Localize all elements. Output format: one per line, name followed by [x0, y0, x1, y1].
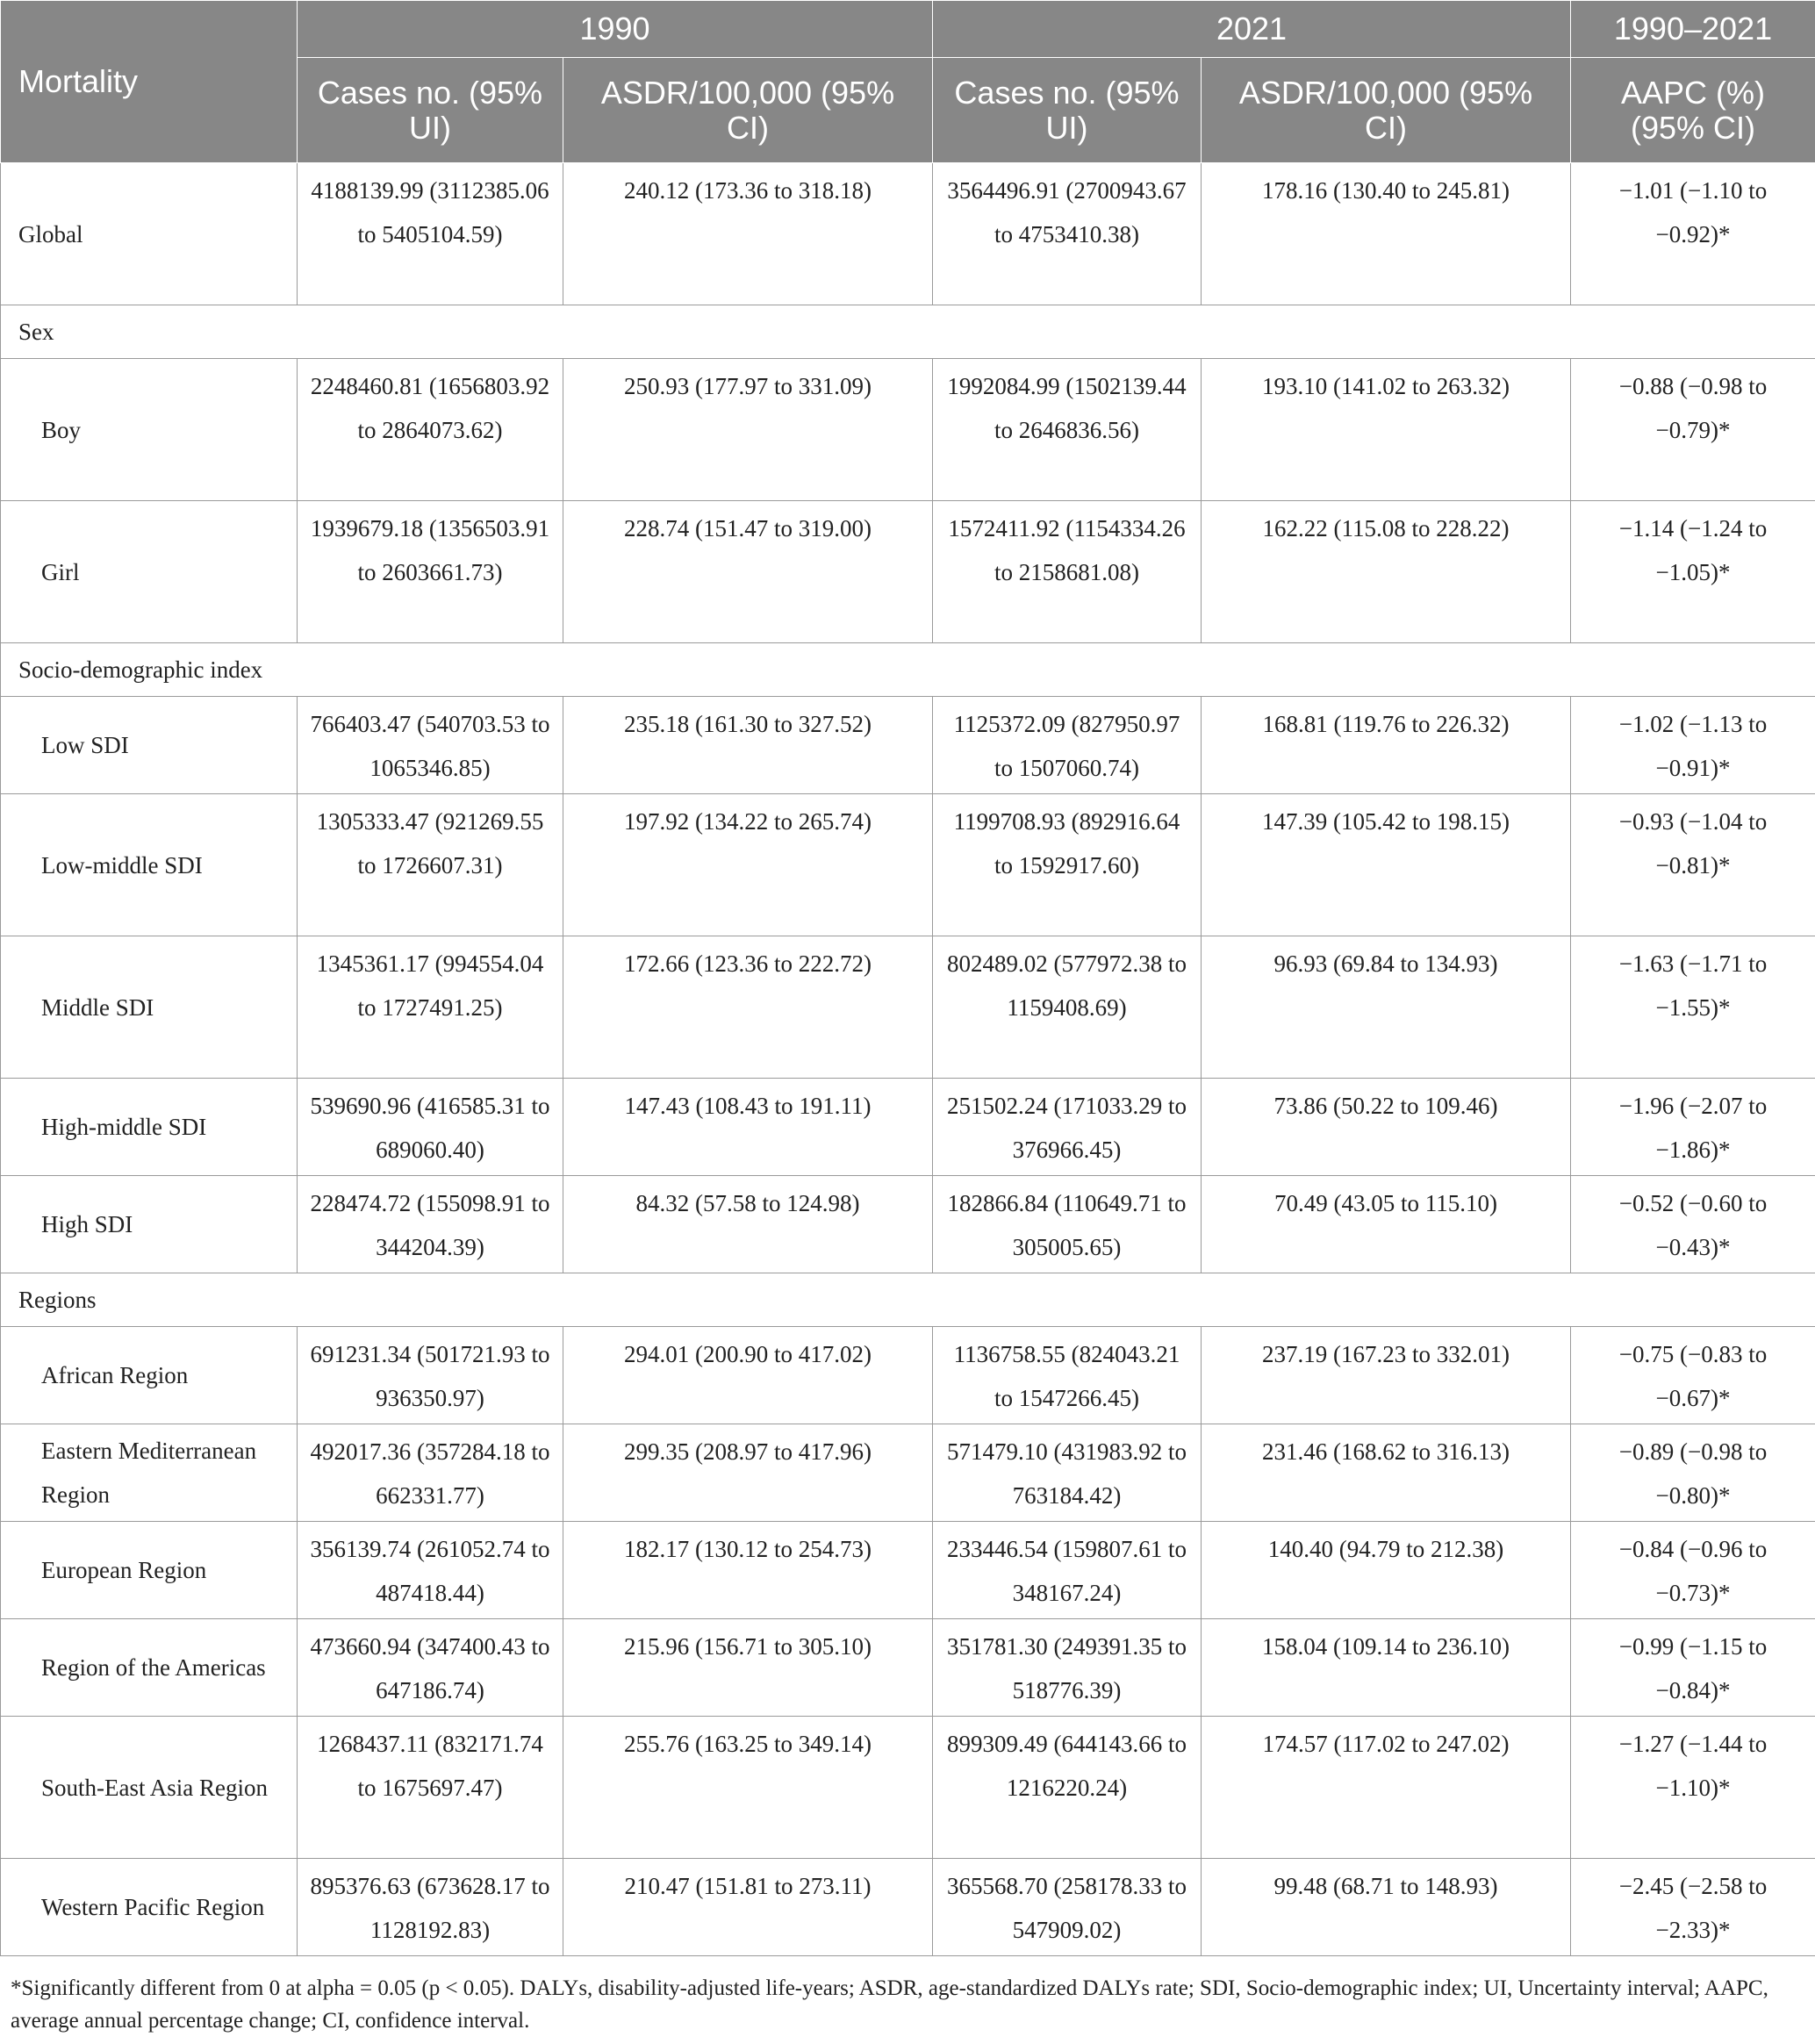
table-row [1, 359, 1815, 501]
cell-cases-1990: 1305333.47 (921269.55 to 1726607.31) [298, 794, 563, 936]
header-period: 1990–2021 [1571, 1, 1815, 58]
cell-aapc: −1.02 (−1.13 to −0.91)* [1571, 697, 1815, 794]
cell-asdr-2021: 231.46 (168.62 to 316.13) [1202, 1424, 1571, 1522]
header-year-1990: 1990 [298, 1, 933, 58]
cell-aapc: −2.45 (−2.58 to −2.33)* [1571, 1859, 1815, 1956]
cell-cases-2021: 3564496.91 (2700943.67 to 4753410.38) [933, 163, 1202, 305]
cell-cases-1990: 2248460.81 (1656803.92 to 2864073.62) [298, 359, 563, 501]
cell-cases-2021: 899309.49 (644143.66 to 1216220.24) [933, 1717, 1202, 1859]
cell-cases-1990: 766403.47 (540703.53 to 1065346.85) [298, 697, 563, 794]
row-label: Low SDI [1, 697, 298, 794]
header-row-years [1, 1, 1815, 58]
header-asdr-1990: ASDR/100,000 (95% CI) [563, 58, 933, 163]
cell-cases-2021: 1199708.93 (892916.64 to 1592917.60) [933, 794, 1202, 936]
header-cases-1990: Cases no. (95% UI) [298, 58, 563, 163]
cell-cases-2021: 802489.02 (577972.38 to 1159408.69) [933, 936, 1202, 1079]
cell-asdr-1990: 172.66 (123.36 to 222.72) [563, 936, 933, 1079]
header-year-2021: 2021 [933, 1, 1571, 58]
row-label: African Region [1, 1327, 298, 1424]
row-label: High SDI [1, 1176, 298, 1273]
cell-asdr-1990: 147.43 (108.43 to 191.11) [563, 1079, 933, 1176]
table-row [1, 1424, 1815, 1522]
cell-cases-1990: 228474.72 (155098.91 to 344204.39) [298, 1176, 563, 1273]
cell-cases-2021: 1992084.99 (1502139.44 to 2646836.56) [933, 359, 1202, 501]
cell-cases-2021: 365568.70 (258178.33 to 547909.02) [933, 1859, 1202, 1956]
cell-aapc: −0.84 (−0.96 to −0.73)* [1571, 1522, 1815, 1619]
cell-aapc: −1.14 (−1.24 to −1.05)* [1571, 501, 1815, 643]
section-label-sdi: Socio-demographic index [1, 643, 1815, 697]
cell-asdr-2021: 99.48 (68.71 to 148.93) [1202, 1859, 1571, 1956]
cell-aapc: −1.63 (−1.71 to −1.55)* [1571, 936, 1815, 1079]
cell-asdr-2021: 193.10 (141.02 to 263.32) [1202, 359, 1571, 501]
table-row [1, 1522, 1815, 1619]
cell-asdr-1990: 197.92 (134.22 to 265.74) [563, 794, 933, 936]
row-label: Low-middle SDI [1, 794, 298, 936]
table-row [1, 163, 1815, 305]
cell-aapc: −0.88 (−0.98 to −0.79)* [1571, 359, 1815, 501]
cell-asdr-1990: 228.74 (151.47 to 319.00) [563, 501, 933, 643]
row-label: High-middle SDI [1, 1079, 298, 1176]
cell-cases-2021: 233446.54 (159807.61 to 348167.24) [933, 1522, 1202, 1619]
section-row [1, 643, 1815, 697]
cell-cases-1990: 1939679.18 (1356503.91 to 2603661.73) [298, 501, 563, 643]
cell-asdr-1990: 84.32 (57.58 to 124.98) [563, 1176, 933, 1273]
cell-asdr-2021: 178.16 (130.40 to 245.81) [1202, 163, 1571, 305]
cell-asdr-2021: 147.39 (105.42 to 198.15) [1202, 794, 1571, 936]
section-label-sex: Sex [1, 305, 1815, 359]
cell-cases-2021: 571479.10 (431983.92 to 763184.42) [933, 1424, 1202, 1522]
row-label: Boy [1, 359, 298, 501]
cell-aapc: −0.93 (−1.04 to −0.81)* [1571, 794, 1815, 936]
cell-asdr-1990: 294.01 (200.90 to 417.02) [563, 1327, 933, 1424]
section-row [1, 1273, 1815, 1327]
table-row [1, 1079, 1815, 1176]
cell-aapc: −0.75 (−0.83 to −0.67)* [1571, 1327, 1815, 1424]
cell-asdr-2021: 237.19 (167.23 to 332.01) [1202, 1327, 1571, 1424]
cell-cases-1990: 473660.94 (347400.43 to 647186.74) [298, 1619, 563, 1717]
cell-cases-1990: 356139.74 (261052.74 to 487418.44) [298, 1522, 563, 1619]
cell-asdr-2021: 140.40 (94.79 to 212.38) [1202, 1522, 1571, 1619]
cell-asdr-2021: 70.49 (43.05 to 115.10) [1202, 1176, 1571, 1273]
cell-aapc: −1.27 (−1.44 to −1.10)* [1571, 1717, 1815, 1859]
cell-asdr-2021: 96.93 (69.84 to 134.93) [1202, 936, 1571, 1079]
cell-asdr-1990: 215.96 (156.71 to 305.10) [563, 1619, 933, 1717]
cell-aapc: −0.99 (−1.15 to −0.84)* [1571, 1619, 1815, 1717]
header-cases-2021: Cases no. (95% UI) [933, 58, 1202, 163]
row-label: Western Pacific Region [1, 1859, 298, 1956]
cell-cases-1990: 895376.63 (673628.17 to 1128192.83) [298, 1859, 563, 1956]
row-label: South-East Asia Region [1, 1717, 298, 1859]
cell-asdr-1990: 240.12 (173.36 to 318.18) [563, 163, 933, 305]
row-label: Girl [1, 501, 298, 643]
cell-asdr-1990: 210.47 (151.81 to 273.11) [563, 1859, 933, 1956]
cell-cases-1990: 1345361.17 (994554.04 to 1727491.25) [298, 936, 563, 1079]
cell-cases-1990: 691231.34 (501721.93 to 936350.97) [298, 1327, 563, 1424]
row-label: European Region [1, 1522, 298, 1619]
cell-cases-1990: 4188139.99 (3112385.06 to 5405104.59) [298, 163, 563, 305]
table-row [1, 1859, 1815, 1956]
cell-asdr-1990: 235.18 (161.30 to 327.52) [563, 697, 933, 794]
cell-cases-1990: 539690.96 (416585.31 to 689060.40) [298, 1079, 563, 1176]
cell-cases-2021: 351781.30 (249391.35 to 518776.39) [933, 1619, 1202, 1717]
row-label: Region of the Americas [1, 1619, 298, 1717]
table-footnote: *Significantly different from 0 at alpha = 0.05 (p < 0.05). DALYs, disability-adjusted life-years; ASDR, age-standardized DALYs rate; SDI, Socio-demographic index; UI, Uncertainty interval; AAPC, average annual percentage change; CI, confidence interval. [11, 1976, 1768, 2033]
table-row [1, 794, 1815, 936]
cell-asdr-1990: 182.17 (130.12 to 254.73) [563, 1522, 933, 1619]
header-aapc: AAPC (%) (95% CI) [1571, 58, 1815, 163]
cell-cases-2021: 182866.84 (110649.71 to 305005.65) [933, 1176, 1202, 1273]
cell-aapc: −1.96 (−2.07 to −1.86)* [1571, 1079, 1815, 1176]
cell-asdr-2021: 174.57 (117.02 to 247.02) [1202, 1717, 1571, 1859]
cell-cases-2021: 1136758.55 (824043.21 to 1547266.45) [933, 1327, 1202, 1424]
cell-aapc: −0.52 (−0.60 to −0.43)* [1571, 1176, 1815, 1273]
cell-cases-2021: 1572411.92 (1154334.26 to 2158681.08) [933, 501, 1202, 643]
header-row-label: Mortality [1, 1, 298, 163]
row-label: Eastern Mediterranean Region [1, 1424, 298, 1522]
row-label: Middle SDI [1, 936, 298, 1079]
cell-asdr-1990: 255.76 (163.25 to 349.14) [563, 1717, 933, 1859]
cell-asdr-2021: 158.04 (109.14 to 236.10) [1202, 1619, 1571, 1717]
table-row [1, 501, 1815, 643]
section-row [1, 305, 1815, 359]
cell-aapc: −1.01 (−1.10 to −0.92)* [1571, 163, 1815, 305]
cell-asdr-2021: 73.86 (50.22 to 109.46) [1202, 1079, 1571, 1176]
cell-asdr-2021: 162.22 (115.08 to 228.22) [1202, 501, 1571, 643]
row-label: Global [1, 163, 298, 305]
cell-asdr-1990: 250.93 (177.97 to 331.09) [563, 359, 933, 501]
table-row [1, 936, 1815, 1079]
cell-cases-1990: 1268437.11 (832171.74 to 1675697.47) [298, 1717, 563, 1859]
header-asdr-2021: ASDR/100,000 (95% CI) [1202, 58, 1571, 163]
table-row [1, 1717, 1815, 1859]
cell-asdr-2021: 168.81 (119.76 to 226.32) [1202, 697, 1571, 794]
cell-aapc: −0.89 (−0.98 to −0.80)* [1571, 1424, 1815, 1522]
cell-cases-1990: 492017.36 (357284.18 to 662331.77) [298, 1424, 563, 1522]
table-row [1, 1327, 1815, 1424]
table-row [1, 1176, 1815, 1273]
cell-asdr-1990: 299.35 (208.97 to 417.96) [563, 1424, 933, 1522]
section-label-regions: Regions [1, 1273, 1815, 1327]
table-row [1, 697, 1815, 794]
table-row [1, 1619, 1815, 1717]
cell-cases-2021: 251502.24 (171033.29 to 376966.45) [933, 1079, 1202, 1176]
cell-cases-2021: 1125372.09 (827950.97 to 1507060.74) [933, 697, 1202, 794]
